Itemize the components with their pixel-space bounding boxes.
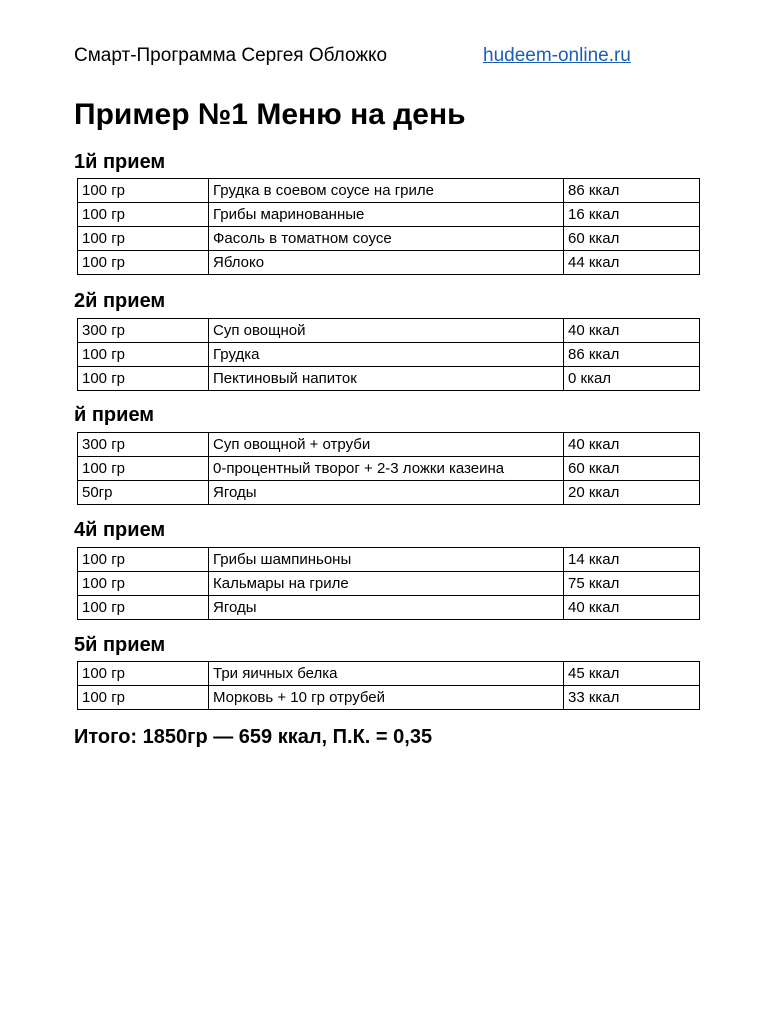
quantity-cell: 100 гр [78, 662, 209, 686]
calories-cell: 0 ккал [564, 367, 700, 391]
food-name-cell: Суп овощной + отруби [209, 433, 564, 457]
quantity-cell: 100 гр [78, 572, 209, 596]
calories-cell: 60 ккал [564, 457, 700, 481]
quantity-cell: 100 гр [78, 227, 209, 251]
program-title: Смарт-Программа Сергея Обложко [74, 45, 388, 66]
food-name-cell: Пектиновый напиток [209, 367, 564, 391]
calories-cell: 16 ккал [564, 203, 700, 227]
table-row [78, 251, 700, 275]
table-row [78, 433, 700, 457]
food-name-cell: Кальмары на гриле [209, 572, 564, 596]
table-row [78, 548, 700, 572]
table-row [78, 662, 700, 686]
calories-cell: 33 ккал [564, 686, 700, 710]
calories-cell: 14 ккал [564, 548, 700, 572]
calories-cell: 20 ккал [564, 481, 700, 505]
calories-cell: 40 ккал [564, 319, 700, 343]
food-name-cell: Грибы маринованные [209, 203, 564, 227]
website-link[interactable]: hudeem-online.ru [483, 45, 631, 66]
quantity-cell: 300 гр [78, 319, 209, 343]
table-row [78, 686, 700, 710]
meal-table-3 [77, 432, 700, 505]
meal-table-2 [77, 318, 700, 391]
quantity-cell: 300 гр [78, 433, 209, 457]
table-row [78, 457, 700, 481]
meal-heading-3: й прием [74, 404, 155, 426]
quantity-cell: 100 гр [78, 367, 209, 391]
quantity-cell: 100 гр [78, 251, 209, 275]
quantity-cell: 100 гр [78, 596, 209, 620]
meal-heading-5: 5й прием [74, 634, 166, 656]
food-name-cell: Три яичных белка [209, 662, 564, 686]
meal-heading-4: 4й прием [74, 519, 166, 541]
calories-cell: 86 ккал [564, 343, 700, 367]
table-row [78, 367, 700, 391]
calories-cell: 45 ккал [564, 662, 700, 686]
meal-table-1 [77, 178, 700, 275]
meal-table-4 [77, 547, 700, 620]
table-row [78, 572, 700, 596]
meal-table-5 [77, 661, 700, 710]
food-name-cell: Грудка [209, 343, 564, 367]
table-row [78, 179, 700, 203]
calories-cell: 75 ккал [564, 572, 700, 596]
quantity-cell: 100 гр [78, 457, 209, 481]
table-row [78, 343, 700, 367]
daily-total: Итого: 1850гр — 659 ккал, П.К. = 0,35 [74, 726, 433, 748]
calories-cell: 40 ккал [564, 433, 700, 457]
food-name-cell: Яблоко [209, 251, 564, 275]
food-name-cell: Суп овощной [209, 319, 564, 343]
quantity-cell: 100 гр [78, 203, 209, 227]
page-title: Пример №1 Меню на день [74, 98, 466, 131]
quantity-cell: 100 гр [78, 548, 209, 572]
table-row [78, 319, 700, 343]
quantity-cell: 100 гр [78, 179, 209, 203]
table-row [78, 481, 700, 505]
quantity-cell: 100 гр [78, 686, 209, 710]
calories-cell: 40 ккал [564, 596, 700, 620]
calories-cell: 86 ккал [564, 179, 700, 203]
food-name-cell: Морковь + 10 гр отрубей [209, 686, 564, 710]
food-name-cell: Грибы шампиньоны [209, 548, 564, 572]
food-name-cell: Ягоды [209, 596, 564, 620]
calories-cell: 60 ккал [564, 227, 700, 251]
meal-heading-2: 2й прием [74, 290, 166, 312]
calories-cell: 44 ккал [564, 251, 700, 275]
document-header [74, 44, 700, 68]
quantity-cell: 50гр [78, 481, 209, 505]
quantity-cell: 100 гр [78, 343, 209, 367]
food-name-cell: Грудка в соевом соусе на гриле [209, 179, 564, 203]
food-name-cell: 0-процентный творог + 2-3 ложки казеина [209, 457, 564, 481]
table-row [78, 596, 700, 620]
table-row [78, 203, 700, 227]
food-name-cell: Ягоды [209, 481, 564, 505]
food-name-cell: Фасоль в томатном соусе [209, 227, 564, 251]
table-row [78, 227, 700, 251]
meal-heading-1: 1й прием [74, 151, 166, 173]
